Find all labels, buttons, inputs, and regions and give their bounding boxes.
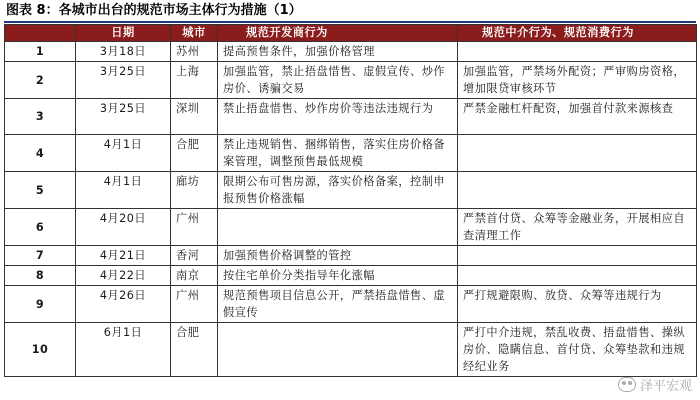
row-date: 4月1日 <box>76 135 171 172</box>
table-row <box>5 172 697 209</box>
row-num: 10 <box>5 323 76 377</box>
row-date: 4月1日 <box>76 172 171 209</box>
table-row <box>5 135 697 172</box>
row-city: 合肥 <box>171 323 218 377</box>
row-developer-measure: 提高预售条件，加强价格管理 <box>218 42 458 62</box>
row-developer-measure <box>218 209 458 246</box>
row-intermediary-measure <box>458 246 697 266</box>
row-num: 8 <box>5 266 76 286</box>
table-row <box>5 209 697 246</box>
row-developer-measure: 按住宅单价分类指导年化涨幅 <box>218 266 458 286</box>
row-num: 1 <box>5 42 76 62</box>
row-num: 7 <box>5 246 76 266</box>
row-intermediary-measure: 严打中介违规，禁乱收费、捂盘惜售、操纵房价、隐瞒信息、首付贷、众筹垫款和违规经纪业务 <box>458 323 697 377</box>
row-intermediary-measure: 严禁金融杠杆配资，加强首付款来源核查 <box>458 99 697 135</box>
row-num: 9 <box>5 286 76 323</box>
header-developer: 规范开发商行为 <box>218 25 458 42</box>
row-date: 4月20日 <box>76 209 171 246</box>
row-developer-measure <box>218 323 458 377</box>
row-city: 合肥 <box>171 135 218 172</box>
row-num: 2 <box>5 62 76 99</box>
wechat-icon <box>618 377 636 392</box>
title-divider <box>4 21 696 23</box>
row-city: 深圳 <box>171 99 218 135</box>
row-developer-measure: 规范预售项目信息公开，严禁捂盘惜售、虚假宣传 <box>218 286 458 323</box>
header-intermediary: 规范中介行为、规范消费行为 <box>458 25 697 42</box>
row-intermediary-measure: 严禁首付贷、众筹等金融业务，开展相应自查清理工作 <box>458 209 697 246</box>
row-intermediary-measure <box>458 135 697 172</box>
row-city: 广州 <box>171 209 218 246</box>
row-intermediary-measure <box>458 42 697 62</box>
row-city: 上海 <box>171 62 218 99</box>
row-city: 廊坊 <box>171 172 218 209</box>
table-row <box>5 286 697 323</box>
row-city: 苏州 <box>171 42 218 62</box>
row-date: 4月26日 <box>76 286 171 323</box>
row-developer-measure: 禁止捂盘惜售、炒作房价等违法违规行为 <box>218 99 458 135</box>
row-intermediary-measure <box>458 172 697 209</box>
row-date: 3月25日 <box>76 62 171 99</box>
header-num <box>5 25 76 42</box>
header-date: 日期 <box>76 25 171 42</box>
table-row <box>5 62 697 99</box>
table-header-row <box>5 25 697 42</box>
header-city: 城市 <box>171 25 218 42</box>
table-row <box>5 99 697 135</box>
row-city: 南京 <box>171 266 218 286</box>
row-city: 广州 <box>171 286 218 323</box>
table-title: 图表 8：各城市出台的规范市场主体行为措施（1） <box>6 3 302 18</box>
table-row <box>5 323 697 377</box>
table-row <box>5 266 697 286</box>
row-date: 3月25日 <box>76 99 171 135</box>
watermark-text: 泽平宏观 <box>639 379 692 394</box>
row-developer-measure: 加强监管，禁止捂盘惜售、虚假宣传、炒作房价、诱骗交易 <box>218 62 458 99</box>
row-intermediary-measure <box>458 266 697 286</box>
watermark <box>618 375 692 394</box>
row-intermediary-measure: 严打规避限购、放贷、众筹等违规行为 <box>458 286 697 323</box>
policy-table <box>4 24 697 377</box>
table-row <box>5 42 697 62</box>
row-date: 4月22日 <box>76 266 171 286</box>
row-num: 3 <box>5 99 76 135</box>
row-num: 6 <box>5 209 76 246</box>
row-developer-measure: 限期公布可售房源，落实价格备案，控制申报预售价格涨幅 <box>218 172 458 209</box>
table-row <box>5 246 697 266</box>
row-developer-measure: 禁止违规销售、捆绑销售，落实住房价格备案管理，调整预售最低规模 <box>218 135 458 172</box>
row-city: 香河 <box>171 246 218 266</box>
row-num: 4 <box>5 135 76 172</box>
row-date: 6月1日 <box>76 323 171 377</box>
row-developer-measure: 加强预售价格调整的管控 <box>218 246 458 266</box>
row-num: 5 <box>5 172 76 209</box>
row-date: 4月21日 <box>76 246 171 266</box>
row-date: 3月18日 <box>76 42 171 62</box>
row-intermediary-measure: 加强监管，严禁场外配资；严审购房资格，增加限贷审核环节 <box>458 62 697 99</box>
